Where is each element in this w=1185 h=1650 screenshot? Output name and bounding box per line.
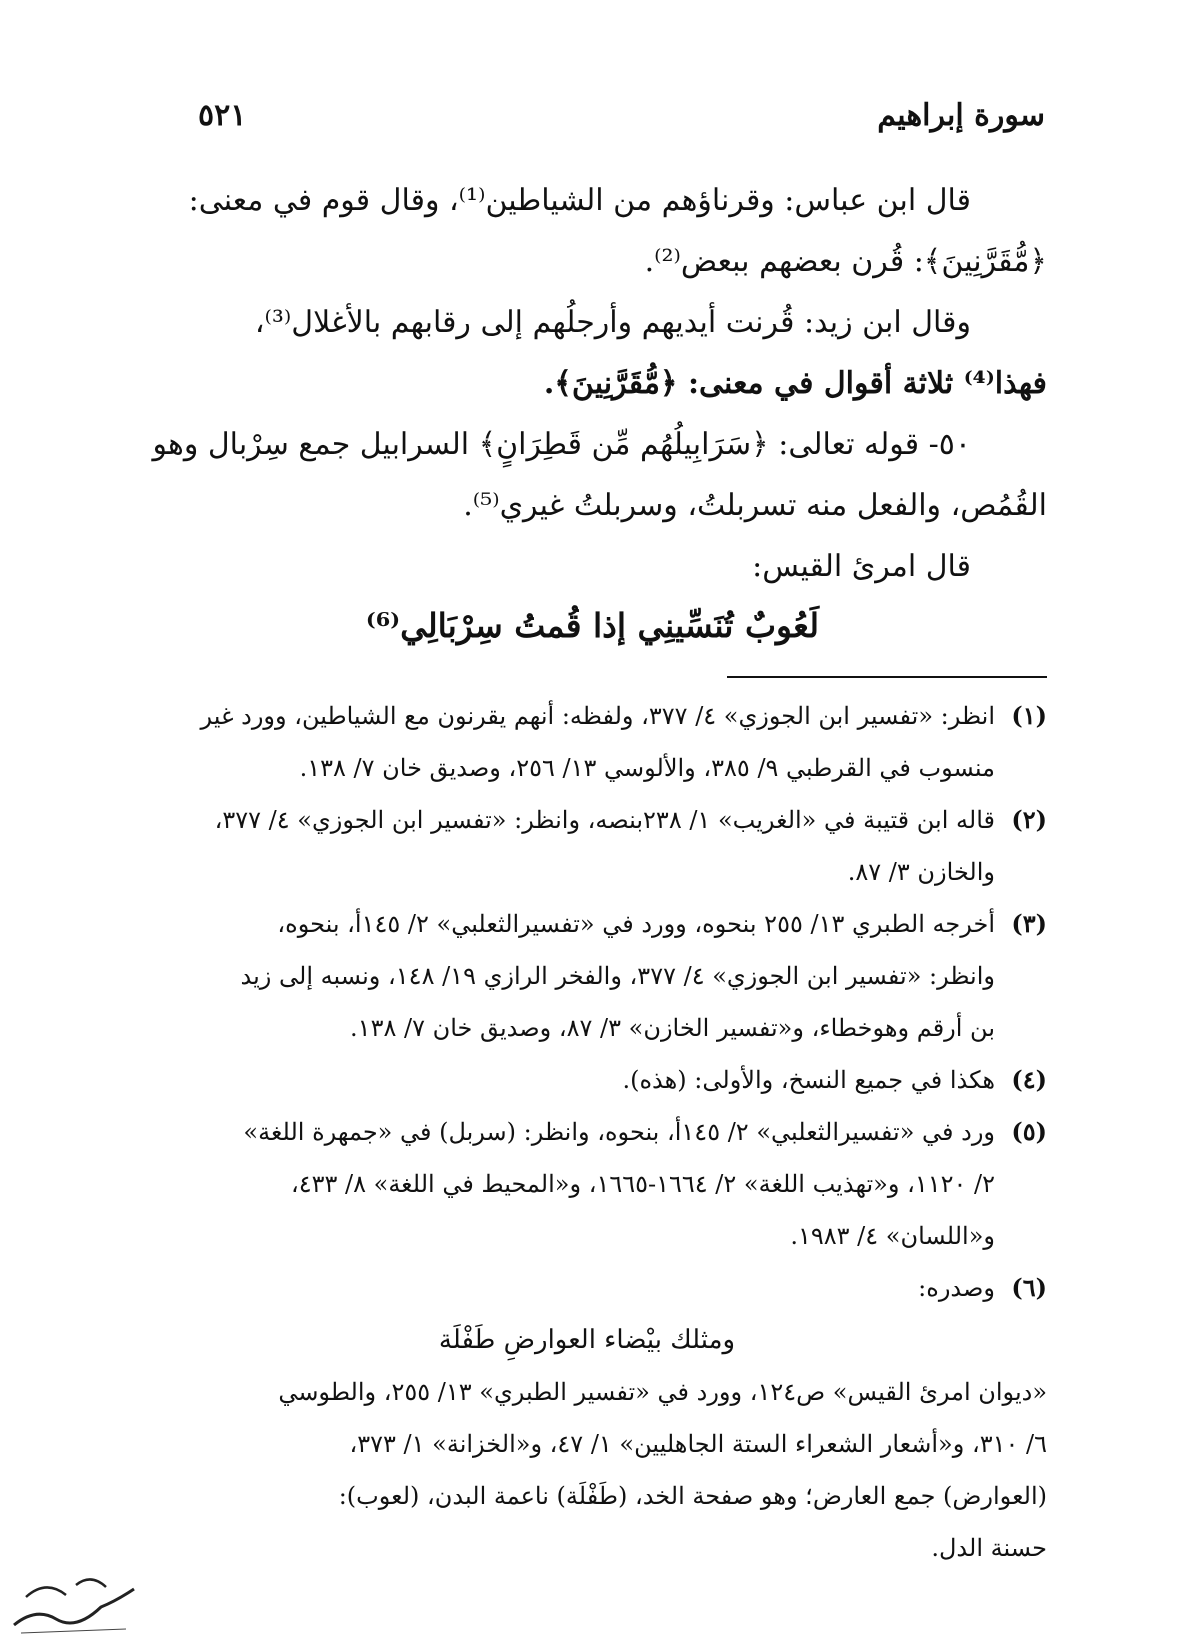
footnote-line: أخرجه الطبري ١٣/ ٢٥٥ بنحوه، وورد في «تفسيرالثعلبي» ٢/ ١٤٥أ، بنحوه، — [277, 910, 995, 938]
footnote-6 — [127, 1262, 1047, 1314]
footnote-line: «ديوان امرئ القيس» ص١٢٤، وورد في «تفسير الطبري» ١٣/ ٢٥٥، والطوسي — [278, 1378, 1047, 1406]
footnote-line: ٢/ ١١٢٠، و«تهذيب اللغة» ٢/ ١٦٦٤-١٦٦٥، و«المحيط في اللغة» ٨/ ٤٣٣، — [290, 1170, 995, 1198]
footnote-line: ٦/ ٣١٠، و«أشعار الشعراء الستة الجاهليين» ١/ ٤٧، و«الخزانة» ١/ ٣٧٣، — [349, 1430, 1047, 1458]
footnote-line: حسنة الدل. — [931, 1534, 1047, 1562]
surah-title: سورة إبراهيم — [877, 98, 1045, 133]
footnote-line: قاله ابن قتيبة في «الغريب» ١/ ٢٣٨بنصه، وانظر: «تفسير ابن الجوزي» ٤/ ٣٧٧، — [214, 806, 995, 834]
footnote-line: وانظر: «تفسير ابن الجوزي» ٤/ ٣٧٧، والفخر الرازي ١٩/ ١٤٨، ونسبه إلى زيد — [240, 962, 995, 990]
footnote-number: (٦) — [1011, 1273, 1047, 1302]
footnote-number: (٥) — [1011, 1117, 1047, 1146]
main-line-1: قال ابن عباس: وقرناؤهم من الشياطين⁽¹⁾، وقال قوم في معنى: — [188, 183, 971, 218]
footnote-line: منسوب في القرطبي ٩/ ٣٨٥، والألوسي ١٣/ ٢٥٦، وصديق خان ٧/ ١٣٨. — [299, 754, 995, 782]
footnote-line: و«اللسان» ٤/ ١٩٨٣. — [790, 1222, 995, 1250]
footnote-number: (٢) — [1011, 805, 1047, 834]
page-number: ٥٢١ — [198, 98, 247, 133]
footnote-number: (١) — [1011, 701, 1047, 730]
main-line-7: قال امرئ القيس: — [752, 549, 971, 584]
footnote-5 — [127, 1106, 1047, 1262]
main-line-5: ٥٠- قوله تعالى: ﴿سَرَابِيلُهُم مِّن قَطِرَانٍ﴾ السرابيل جمع سِرْبال وهو — [152, 427, 971, 462]
footnote-number: (٤) — [1011, 1065, 1047, 1094]
footnote-line: انظر: «تفسير ابن الجوزي» ٤/ ٣٧٧، ولفظه: أنهم يقرنون مع الشياطين، وورد غير — [200, 702, 995, 730]
footnote-line: وصدره: — [918, 1274, 995, 1302]
footnote-6-continuation — [127, 1366, 1047, 1574]
footnote-2 — [127, 794, 1047, 898]
footnote-4 — [127, 1054, 1047, 1106]
footnotes — [127, 690, 1047, 1574]
footnote-number: (٣) — [1011, 909, 1047, 938]
footnote-6-verse: ومثلك بيْضاء العوارضِ طَفْلَة — [438, 1325, 736, 1355]
main-line-2: ﴿مُّقَرَّنِينَ﴾: قُرن بعضهم ببعض⁽²⁾. — [644, 244, 1047, 279]
poetry-verse: لَعُوبٌ تُنَسِّينِي إذا قُمتُ سِرْبَالِي⁽⁶⁾ — [365, 606, 820, 645]
footnote-3 — [127, 898, 1047, 1054]
main-line-4: فهذا⁽⁴⁾ ثلاثة أقوال في معنى: ﴿مُّقَرَّنِينَ﴾. — [543, 366, 1047, 401]
footnote-line: بن أرقم وهوخطاء، و«تفسير الخازن» ٣/ ٨٧، وصديق خان ٧/ ١٣٨. — [350, 1014, 995, 1042]
footnote-line: هكذا في جميع النسخ، والأولى: (هذه). — [622, 1066, 995, 1094]
main-line-6: القُمُص، والفعل منه تسربلتُ، وسربلتُ غيري⁽⁵⁾. — [463, 488, 1047, 523]
main-line-3: وقال ابن زيد: قُرنت أيديهم وأرجلُهم إلى رقابهم بالأغلال⁽³⁾، — [254, 305, 971, 340]
footnote-1 — [127, 690, 1047, 794]
footnote-divider — [727, 676, 1047, 678]
main-text — [127, 170, 1047, 597]
library-stamp-logo-icon — [6, 1567, 141, 1642]
footnote-line: ورد في «تفسيرالثعلبي» ٢/ ١٤٥أ، بنحوه، وانظر: (سربل) في «جمهرة اللغة» — [243, 1118, 995, 1146]
footnote-line: (العوارض) جمع العارض؛ وهو صفحة الخد، (طَفْلَة) ناعمة البدن، (لعوب): — [338, 1482, 1047, 1510]
footnote-line: والخازن ٣/ ٨٧. — [847, 858, 995, 886]
